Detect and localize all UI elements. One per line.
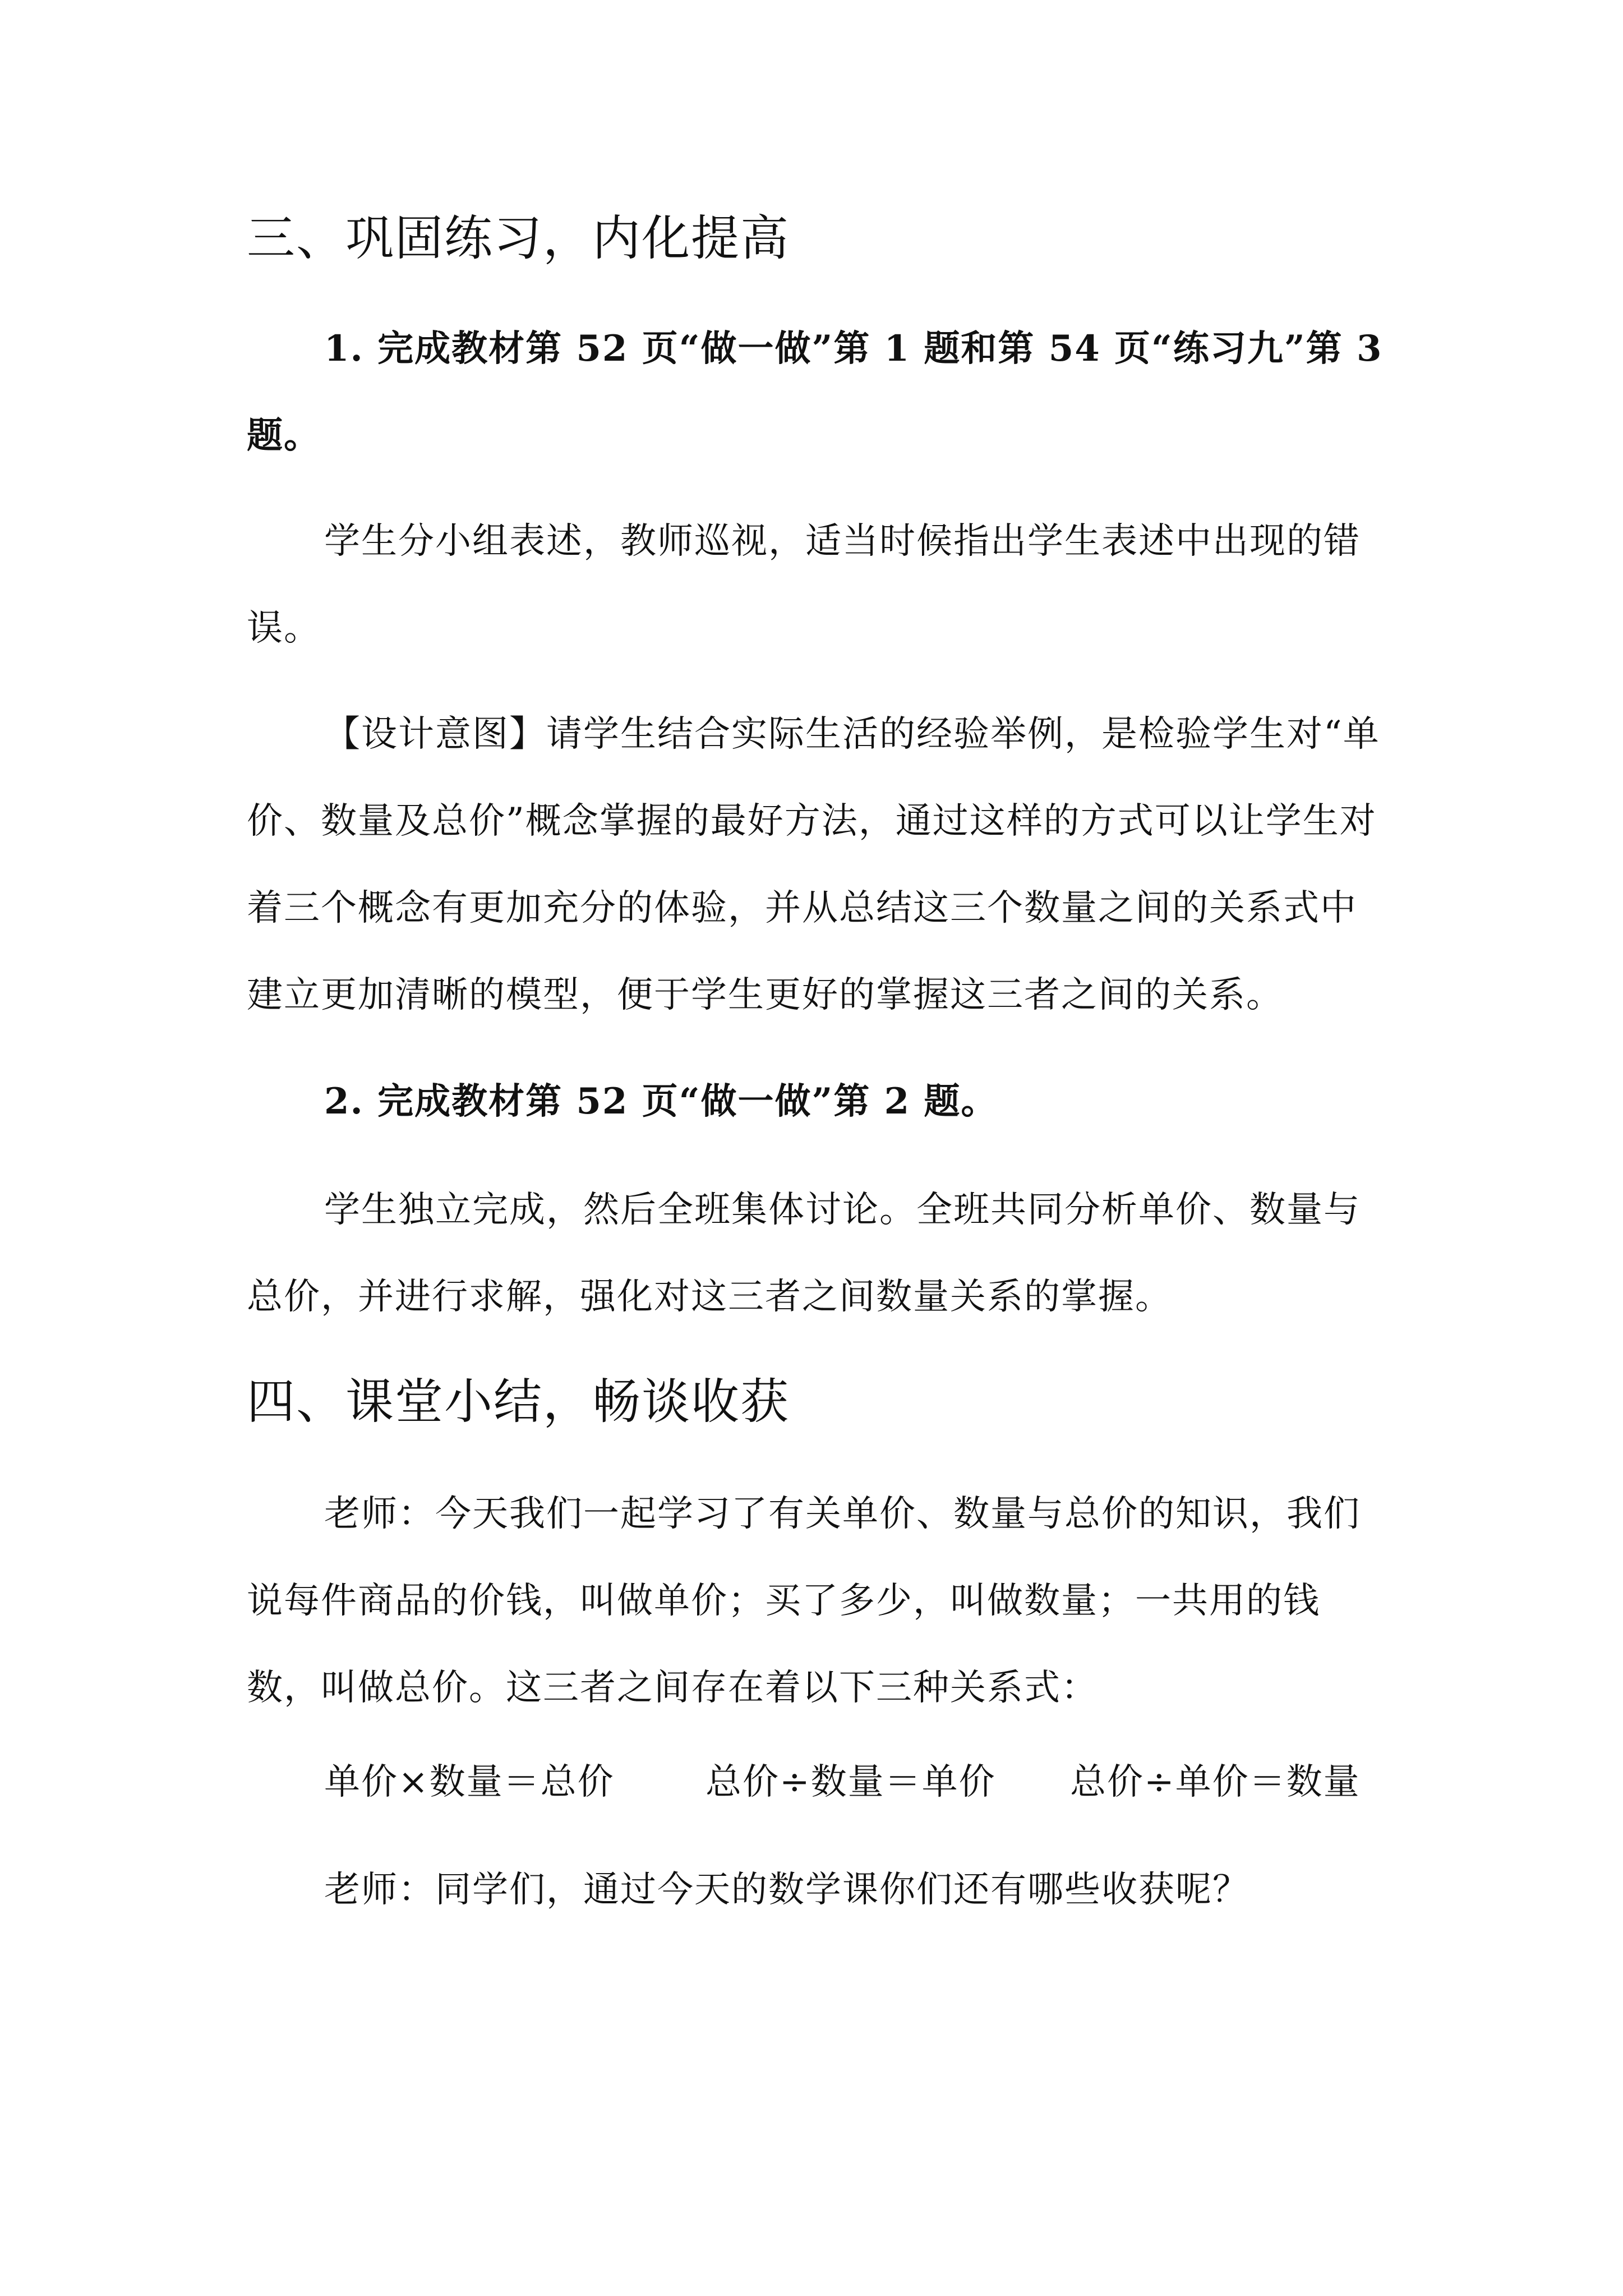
section-heading-4: 四、课堂小结，畅谈收获 — [247, 1374, 790, 1430]
formula-total-price: 单价×数量＝总价 — [324, 1761, 615, 1803]
formula-row — [324, 1751, 1361, 1813]
paragraph-design-intent: 【设计意图】请学生结合实际生活的经验举例，是检验学生对“单价、数量及总价”概念掌握的最好方法，通过这样的方式可以让学生对着三个概念有更加充分的体验，并从总结这三个数量之间的关系式中建立更加清晰的模型，便于学生更好的掌握这三者之间的关系。 — [247, 714, 1380, 1016]
section-heading-3: 三、巩固练习，内化提高 — [247, 210, 790, 266]
task-1: 1. 完成教材第 52 页“做一做”第 1 题和第 54 页“练习九”第 3 题。 — [247, 328, 1383, 457]
task-2: 2. 完成教材第 52 页“做一做”第 2 题。 — [324, 1080, 998, 1122]
formula-quantity: 总价÷单价＝数量 — [1070, 1761, 1361, 1803]
paragraph-teacher-question: 老师：同学们，通过今天的数学课你们还有哪些收获呢？ — [324, 1869, 1249, 1911]
formula-unit-price: 总价÷数量＝单价 — [706, 1761, 996, 1803]
paragraph-group-statement: 学生分小组表述，教师巡视，适当时候指出学生表述中出现的错误。 — [247, 521, 1361, 649]
paragraph-teacher-summary: 老师：今天我们一起学习了有关单价、数量与总价的知识，我们说每件商品的价钱，叫做单价；买了多少，叫做数量；一共用的钱数，叫做总价。这三者之间存在着以下三种关系式： — [247, 1493, 1361, 1709]
paragraph-independent-work: 学生独立完成，然后全班集体讨论。全班共同分析单价、数量与总价，并进行求解，强化对这三者之间数量关系的掌握。 — [247, 1189, 1361, 1318]
